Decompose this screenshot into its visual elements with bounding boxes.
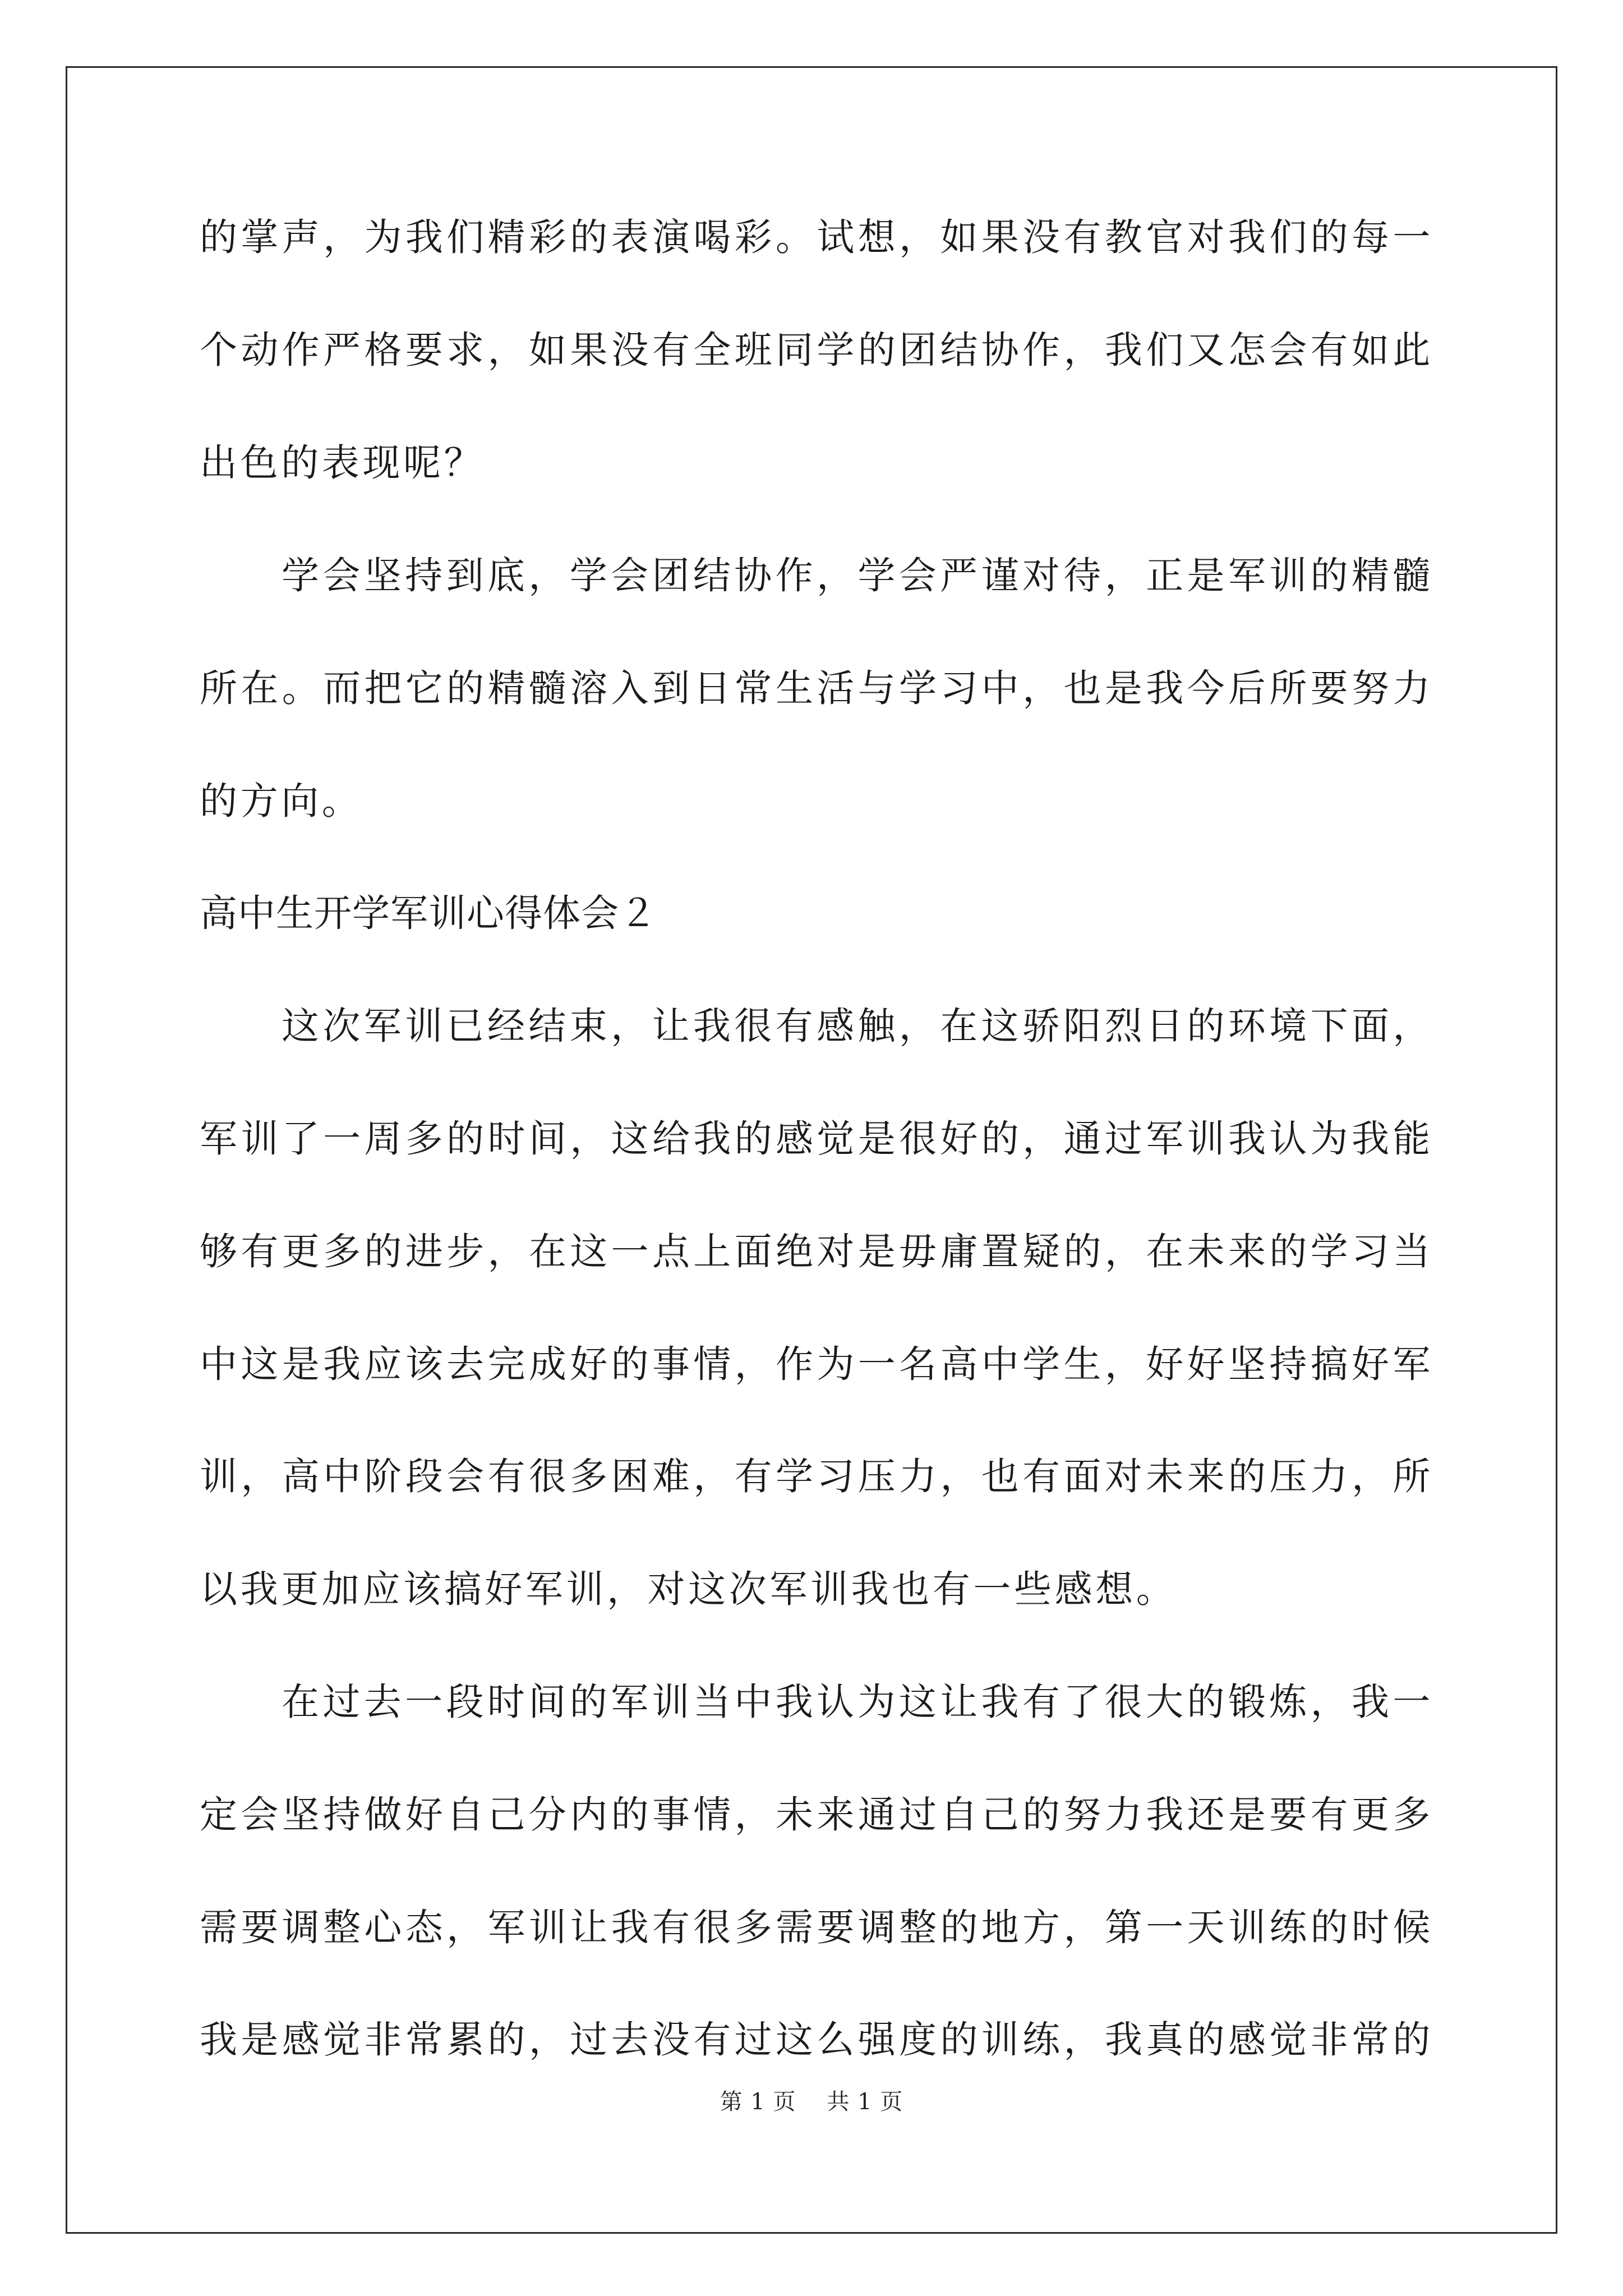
text-line: 需要调整心态，军训让我有很多需要调整的地方，第一天训练的时候 <box>200 1906 1433 1949</box>
text-line: 我是感觉非常累的，过去没有过这么强度的训练，我真的感觉非常的 <box>200 2018 1433 2062</box>
page-total: 共 1 页 <box>827 2089 903 2115</box>
text-line: 训，高中阶段会有很多困难，有学习压力，也有面对未来的压力，所 <box>200 1455 1433 1498</box>
text-line: 所在。而把它的精髓溶入到日常生活与学习中，也是我今后所要努力 <box>200 666 1433 710</box>
text-line: 中这是我应该去完成好的事情，作为一名高中学生，好好坚持搞好军 <box>200 1342 1433 1386</box>
paragraph-first-line: 这次军训已经结束，让我很有感触，在这骄阳烈日的环境下面， <box>282 1004 1433 1048</box>
text-line: 以我更加应该搞好军训，对这次军训我也有一些感想。 <box>200 1567 1177 1611</box>
page-footer <box>0 2088 1623 2116</box>
text-line: 的掌声，为我们精彩的表演喝彩。试想，如果没有教官对我们的每一 <box>200 215 1433 259</box>
text-line: 够有更多的进步，在这一点上面绝对是毋庸置疑的，在未来的学习当 <box>200 1230 1433 1273</box>
text-line: 的方向。 <box>200 779 363 823</box>
text-line: 军训了一周多的时间，这给我的感觉是很好的，通过军训我认为我能 <box>200 1117 1433 1161</box>
paragraph-first-line: 在过去一段时间的军训当中我认为这让我有了很大的锻炼，我一 <box>282 1680 1433 1724</box>
page-number: 第 1 页 <box>720 2089 796 2115</box>
section-heading: 高中生开学军训心得体会２ <box>200 891 657 935</box>
paragraph-first-line: 学会坚持到底，学会团结协作，学会严谨对待，正是军训的精髓 <box>282 554 1433 597</box>
text-line: 出色的表现呢？ <box>200 441 485 485</box>
text-line: 个动作严格要求，如果没有全班同学的团结协作，我们又怎会有如此 <box>200 328 1433 372</box>
text-line: 定会坚持做好自己分内的事情，未来通过自己的努力我还是要有更多 <box>200 1793 1433 1837</box>
